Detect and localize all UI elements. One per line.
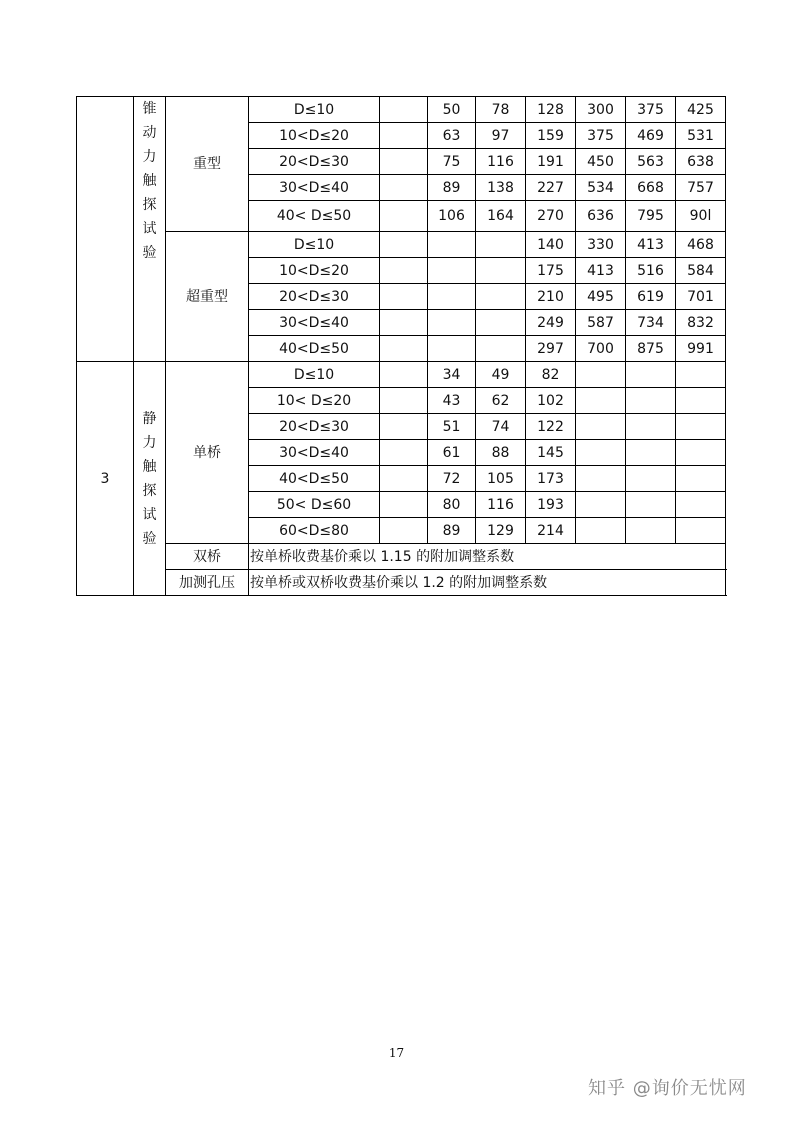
- blank-cell: [380, 362, 428, 388]
- price-cell: 638: [676, 149, 726, 175]
- blank-cell: [380, 466, 428, 492]
- price-cell: [476, 258, 526, 284]
- price-cell: [626, 414, 676, 440]
- note-label-cell: 双桥: [166, 544, 249, 570]
- test-method-label: 锥动力触探试验: [142, 101, 157, 261]
- price-cell: 74: [476, 414, 526, 440]
- price-cell: 34: [428, 362, 476, 388]
- price-cell: [626, 518, 676, 544]
- depth-range-cell: 30<D≤40: [249, 175, 380, 201]
- price-cell: 584: [676, 258, 726, 284]
- price-cell: 700: [576, 336, 626, 362]
- price-cell: 330: [576, 232, 626, 258]
- price-cell: 531: [676, 123, 726, 149]
- price-cell: [428, 336, 476, 362]
- test-method-label: 静力触探试验: [142, 410, 157, 547]
- blank-cell: [380, 440, 428, 466]
- price-cell: 175: [526, 258, 576, 284]
- price-cell: 757: [676, 175, 726, 201]
- price-cell: 413: [576, 258, 626, 284]
- depth-range-cell: 40<D≤50: [249, 466, 380, 492]
- price-cell: 105: [476, 466, 526, 492]
- price-cell: 668: [626, 175, 676, 201]
- price-cell: 425: [676, 97, 726, 123]
- price-cell: 89: [428, 175, 476, 201]
- price-cell: 734: [626, 310, 676, 336]
- price-cell: 636: [576, 201, 626, 232]
- blank-cell: [380, 201, 428, 232]
- price-cell: [626, 440, 676, 466]
- price-cell: 89: [428, 518, 476, 544]
- blank-cell: [380, 175, 428, 201]
- price-cell: 63: [428, 123, 476, 149]
- blank-cell: [380, 336, 428, 362]
- fee-table: [76, 96, 726, 596]
- price-cell: 116: [476, 492, 526, 518]
- depth-range-cell: 10< D≤20: [249, 388, 380, 414]
- blank-cell: [380, 518, 428, 544]
- depth-range-cell: 10<D≤20: [249, 123, 380, 149]
- price-cell: 297: [526, 336, 576, 362]
- price-cell: 214: [526, 518, 576, 544]
- item-number-cell: 3: [77, 362, 134, 596]
- depth-range-cell: 20<D≤30: [249, 414, 380, 440]
- depth-range-cell: 20<D≤30: [249, 149, 380, 175]
- price-cell: [676, 492, 726, 518]
- table-row: [77, 97, 726, 123]
- price-cell: 495: [576, 284, 626, 310]
- price-cell: 563: [626, 149, 676, 175]
- price-cell: 450: [576, 149, 626, 175]
- price-cell: 210: [526, 284, 576, 310]
- price-cell: [428, 258, 476, 284]
- price-cell: 619: [626, 284, 676, 310]
- price-cell: 128: [526, 97, 576, 123]
- price-cell: 140: [526, 232, 576, 258]
- note-text-cell: 按单桥收费基价乘以 1.15 的附加调整系数: [249, 544, 726, 570]
- price-cell: 469: [626, 123, 676, 149]
- note-text-cell: 按单桥或双桥收费基价乘以 1.2 的附加调整系数: [249, 570, 726, 596]
- depth-range-cell: 40<D≤50: [249, 336, 380, 362]
- depth-range-cell: D≤10: [249, 97, 380, 123]
- price-cell: 173: [526, 466, 576, 492]
- table-row: [77, 544, 726, 570]
- price-cell: [676, 362, 726, 388]
- price-cell: 587: [576, 310, 626, 336]
- price-cell: [476, 284, 526, 310]
- blank-cell: [380, 97, 428, 123]
- price-cell: 49: [476, 362, 526, 388]
- price-cell: 90l: [676, 201, 726, 232]
- test-method-cell: [134, 362, 166, 596]
- depth-range-cell: 40< D≤50: [249, 201, 380, 232]
- price-cell: [576, 440, 626, 466]
- price-cell: [676, 388, 726, 414]
- price-cell: 43: [428, 388, 476, 414]
- price-cell: 122: [526, 414, 576, 440]
- price-cell: 129: [476, 518, 526, 544]
- price-cell: 875: [626, 336, 676, 362]
- price-cell: 72: [428, 466, 476, 492]
- price-cell: 78: [476, 97, 526, 123]
- price-cell: 375: [626, 97, 676, 123]
- price-cell: 227: [526, 175, 576, 201]
- blank-cell: [380, 232, 428, 258]
- price-cell: 375: [576, 123, 626, 149]
- price-cell: 82: [526, 362, 576, 388]
- price-cell: 145: [526, 440, 576, 466]
- price-cell: [476, 310, 526, 336]
- price-cell: 534: [576, 175, 626, 201]
- blank-cell: [380, 388, 428, 414]
- equipment-type-cell: 超重型: [166, 232, 249, 362]
- price-cell: [626, 492, 676, 518]
- depth-range-cell: D≤10: [249, 232, 380, 258]
- price-cell: 62: [476, 388, 526, 414]
- price-cell: [626, 466, 676, 492]
- depth-range-cell: 20<D≤30: [249, 284, 380, 310]
- test-method-cell: [134, 97, 166, 362]
- blank-cell: [380, 492, 428, 518]
- price-cell: [676, 414, 726, 440]
- price-cell: 300: [576, 97, 626, 123]
- price-cell: 159: [526, 123, 576, 149]
- depth-range-cell: 30<D≤40: [249, 310, 380, 336]
- blank-cell: [380, 414, 428, 440]
- price-cell: 97: [476, 123, 526, 149]
- note-label-cell: 加测孔压: [166, 570, 249, 596]
- price-cell: 413: [626, 232, 676, 258]
- price-cell: [576, 362, 626, 388]
- depth-range-cell: 10<D≤20: [249, 258, 380, 284]
- price-cell: [626, 388, 676, 414]
- blank-cell: [380, 123, 428, 149]
- price-cell: [476, 232, 526, 258]
- price-cell: 138: [476, 175, 526, 201]
- equipment-type-cell: 单桥: [166, 362, 249, 544]
- price-cell: 193: [526, 492, 576, 518]
- price-cell: 270: [526, 201, 576, 232]
- price-cell: [476, 336, 526, 362]
- price-cell: [428, 284, 476, 310]
- price-cell: [676, 518, 726, 544]
- depth-range-cell: 50< D≤60: [249, 492, 380, 518]
- price-cell: 106: [428, 201, 476, 232]
- table-row: [77, 362, 726, 388]
- price-cell: 51: [428, 414, 476, 440]
- price-cell: [576, 388, 626, 414]
- price-cell: [576, 518, 626, 544]
- blank-cell: [380, 149, 428, 175]
- price-cell: [576, 414, 626, 440]
- price-cell: 468: [676, 232, 726, 258]
- price-cell: 701: [676, 284, 726, 310]
- equipment-type-cell: 重型: [166, 97, 249, 232]
- price-cell: 80: [428, 492, 476, 518]
- price-cell: 50: [428, 97, 476, 123]
- table-row: [77, 232, 726, 258]
- price-cell: 116: [476, 149, 526, 175]
- price-cell: 191: [526, 149, 576, 175]
- depth-range-cell: D≤10: [249, 362, 380, 388]
- price-cell: 991: [676, 336, 726, 362]
- price-cell: 832: [676, 310, 726, 336]
- depth-range-cell: 60<D≤80: [249, 518, 380, 544]
- price-cell: [576, 466, 626, 492]
- price-cell: 164: [476, 201, 526, 232]
- price-cell: 249: [526, 310, 576, 336]
- price-cell: [676, 466, 726, 492]
- blank-cell: [380, 284, 428, 310]
- blank-cell: [380, 310, 428, 336]
- price-cell: [626, 362, 676, 388]
- watermark: 知乎 @询价无忧网: [588, 1078, 747, 1099]
- price-cell: [428, 232, 476, 258]
- price-cell: [428, 310, 476, 336]
- blank-cell: [380, 258, 428, 284]
- price-cell: [676, 440, 726, 466]
- price-cell: 795: [626, 201, 676, 232]
- page-number: 17: [388, 1046, 405, 1060]
- price-cell: 516: [626, 258, 676, 284]
- price-cell: 75: [428, 149, 476, 175]
- table-row: [77, 570, 726, 596]
- price-cell: 102: [526, 388, 576, 414]
- depth-range-cell: 30<D≤40: [249, 440, 380, 466]
- item-number-cell: [77, 97, 134, 362]
- price-cell: [576, 492, 626, 518]
- price-cell: 88: [476, 440, 526, 466]
- price-cell: 61: [428, 440, 476, 466]
